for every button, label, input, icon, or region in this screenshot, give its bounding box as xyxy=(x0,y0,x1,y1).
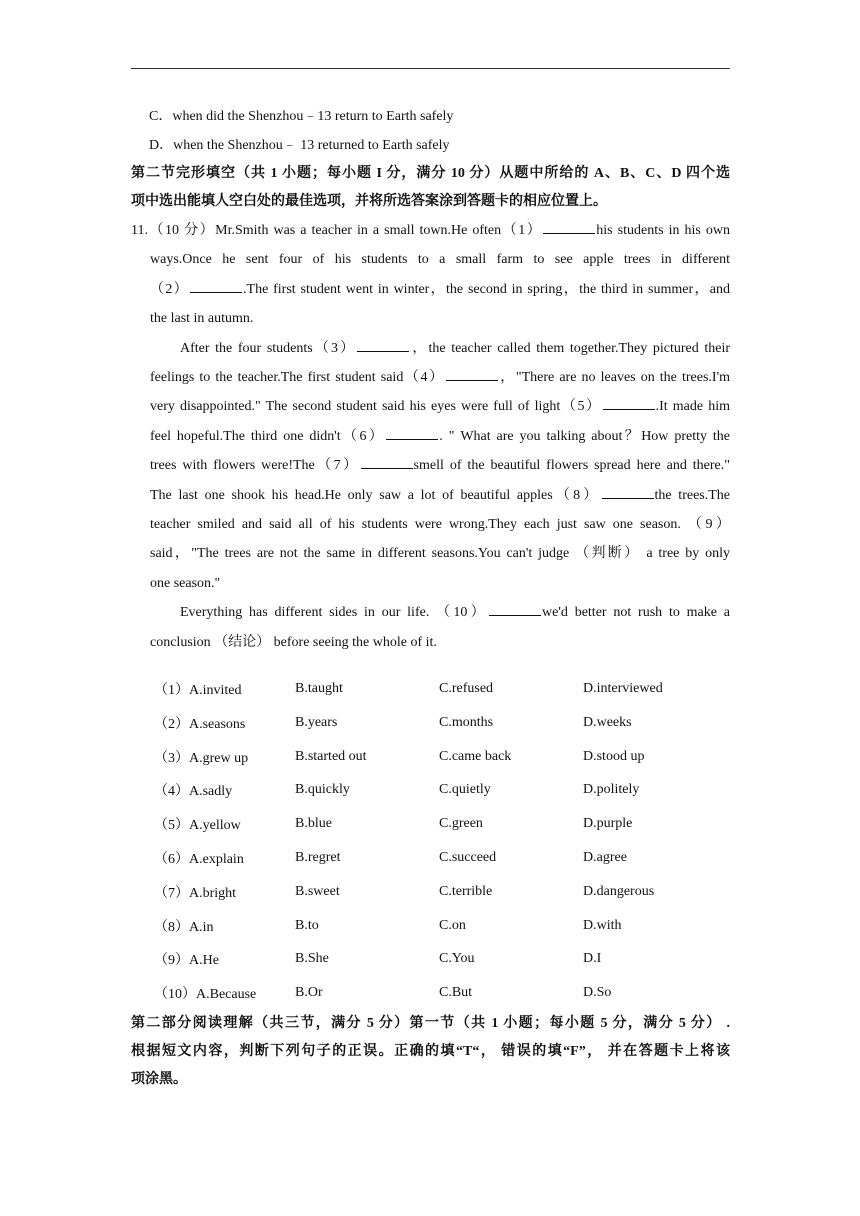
p2-line-2: feelings to the teacher.The first student said（4） ，"There are no leaves on the trees.I'm xyxy=(131,363,730,392)
header-rule xyxy=(131,68,730,69)
option-d: D．when the Shenzhou﹣ 13 returned to Earth safely xyxy=(149,138,450,153)
blank-1 xyxy=(543,219,595,234)
question-11-paragraph-3 xyxy=(131,598,730,657)
p3-line-1: Everything has different sides in our life. （10） we'd better not rush to make a xyxy=(131,598,730,627)
part2-heading-line2: 根据短文内容，判断下列句子的正误。正确的填“T“， 错误的填“F”， 并在答题卡上将该 xyxy=(131,1044,730,1060)
option-row: （8）A.in B.to C.on D.with xyxy=(154,917,622,935)
answer-options-table xyxy=(131,672,730,1010)
option-row: （7）A.bright B.sweet C.terrible D.dangerous xyxy=(154,883,655,901)
blank-6 xyxy=(386,425,438,440)
option-row: （9）A.He B.She C.You D.I xyxy=(154,951,602,969)
option-c: C．when did the Shenzhou﹣13 return to Earth safely xyxy=(149,109,454,124)
blank-4 xyxy=(446,366,498,381)
p2-line-7: teacher smiled and said all of his students were wrong.They each just saw one season. （9） xyxy=(150,517,730,533)
p2-line-8: said，"The trees are not the same in different seasons.You can't judge （判断） a tree by only xyxy=(150,546,730,562)
blank-5 xyxy=(603,395,655,410)
question-11-paragraph-1 xyxy=(131,216,730,334)
p3-line-2: conclusion （结论） before seeing the whole of it. xyxy=(150,634,437,650)
blank-10 xyxy=(489,601,541,616)
p2-line-9: one season." xyxy=(150,575,221,591)
p2-line-6: The last one shook his head.He only saw a lot of beautiful apples（8） the trees.The xyxy=(131,481,730,510)
blank-3 xyxy=(357,337,409,352)
option-row: （5）A.yellow B.blue C.green D.purple xyxy=(154,816,633,834)
option-row: （10）A.Because B.Or C.But D.So xyxy=(154,985,612,1003)
section2-heading-line1: 第二节完形填空（共 1 小题；每小题 I 分，满分 10 分）从题中所给的 A、B、C、D 四个选 xyxy=(131,166,730,181)
option-row: （4）A.sadly B.quickly C.quietly D.politely xyxy=(154,782,640,800)
option-row: （6）A.explain B.regret C.succeed D.agree xyxy=(154,849,627,867)
blank-7 xyxy=(361,454,413,469)
q11-line-3: （2） .The first student went in winter，the second in spring，the third in summer，and xyxy=(131,275,730,304)
page-content xyxy=(131,102,730,1094)
p2-line-5: trees with flowers were!The（7） smell of the beautiful flowers spread here and there." xyxy=(131,451,730,480)
part2-heading-line1: 第二部分阅读理解（共三节，满分 5 分）第一节（共 1 小题；每小题 5 分，满分 5 分） . xyxy=(131,1016,730,1032)
q11-line-4: the last in autumn. xyxy=(150,311,254,327)
option-row: （3）A.grew up B.started out C.came back D.stood up xyxy=(154,748,645,766)
option-row: （1）A.invited B.taught C.refused D.interviewed xyxy=(154,680,663,698)
p2-line-1: After the four students（3） ，the teacher called them together.They pictured their xyxy=(131,334,730,363)
option-row: （2）A.seasons B.years C.months D.weeks xyxy=(154,714,632,732)
q11-line-2: ways.Once he sent four of his students to a small farm to see apple trees in different xyxy=(150,252,730,268)
question-11-paragraph-2 xyxy=(131,334,730,599)
blank-8 xyxy=(602,484,654,499)
p2-line-3: very disappointed." The second student said his eyes were full of light（5） .It made him xyxy=(131,392,730,421)
part2-heading-line3: 项涂黑。 xyxy=(131,1072,187,1088)
section2-heading-line2: 项中选出能填人空白处的最佳选项，并将所选答案涂到答题卡的相应位置上。 xyxy=(131,194,607,209)
q11-line-1: 11.（10 分）Mr.Smith was a teacher in a small town.He often（1） his students in his own xyxy=(131,216,730,245)
blank-2 xyxy=(190,278,242,293)
p2-line-4: feel hopeful.The third one didn't（6） . " What are you talking about？How pretty the xyxy=(131,422,730,451)
